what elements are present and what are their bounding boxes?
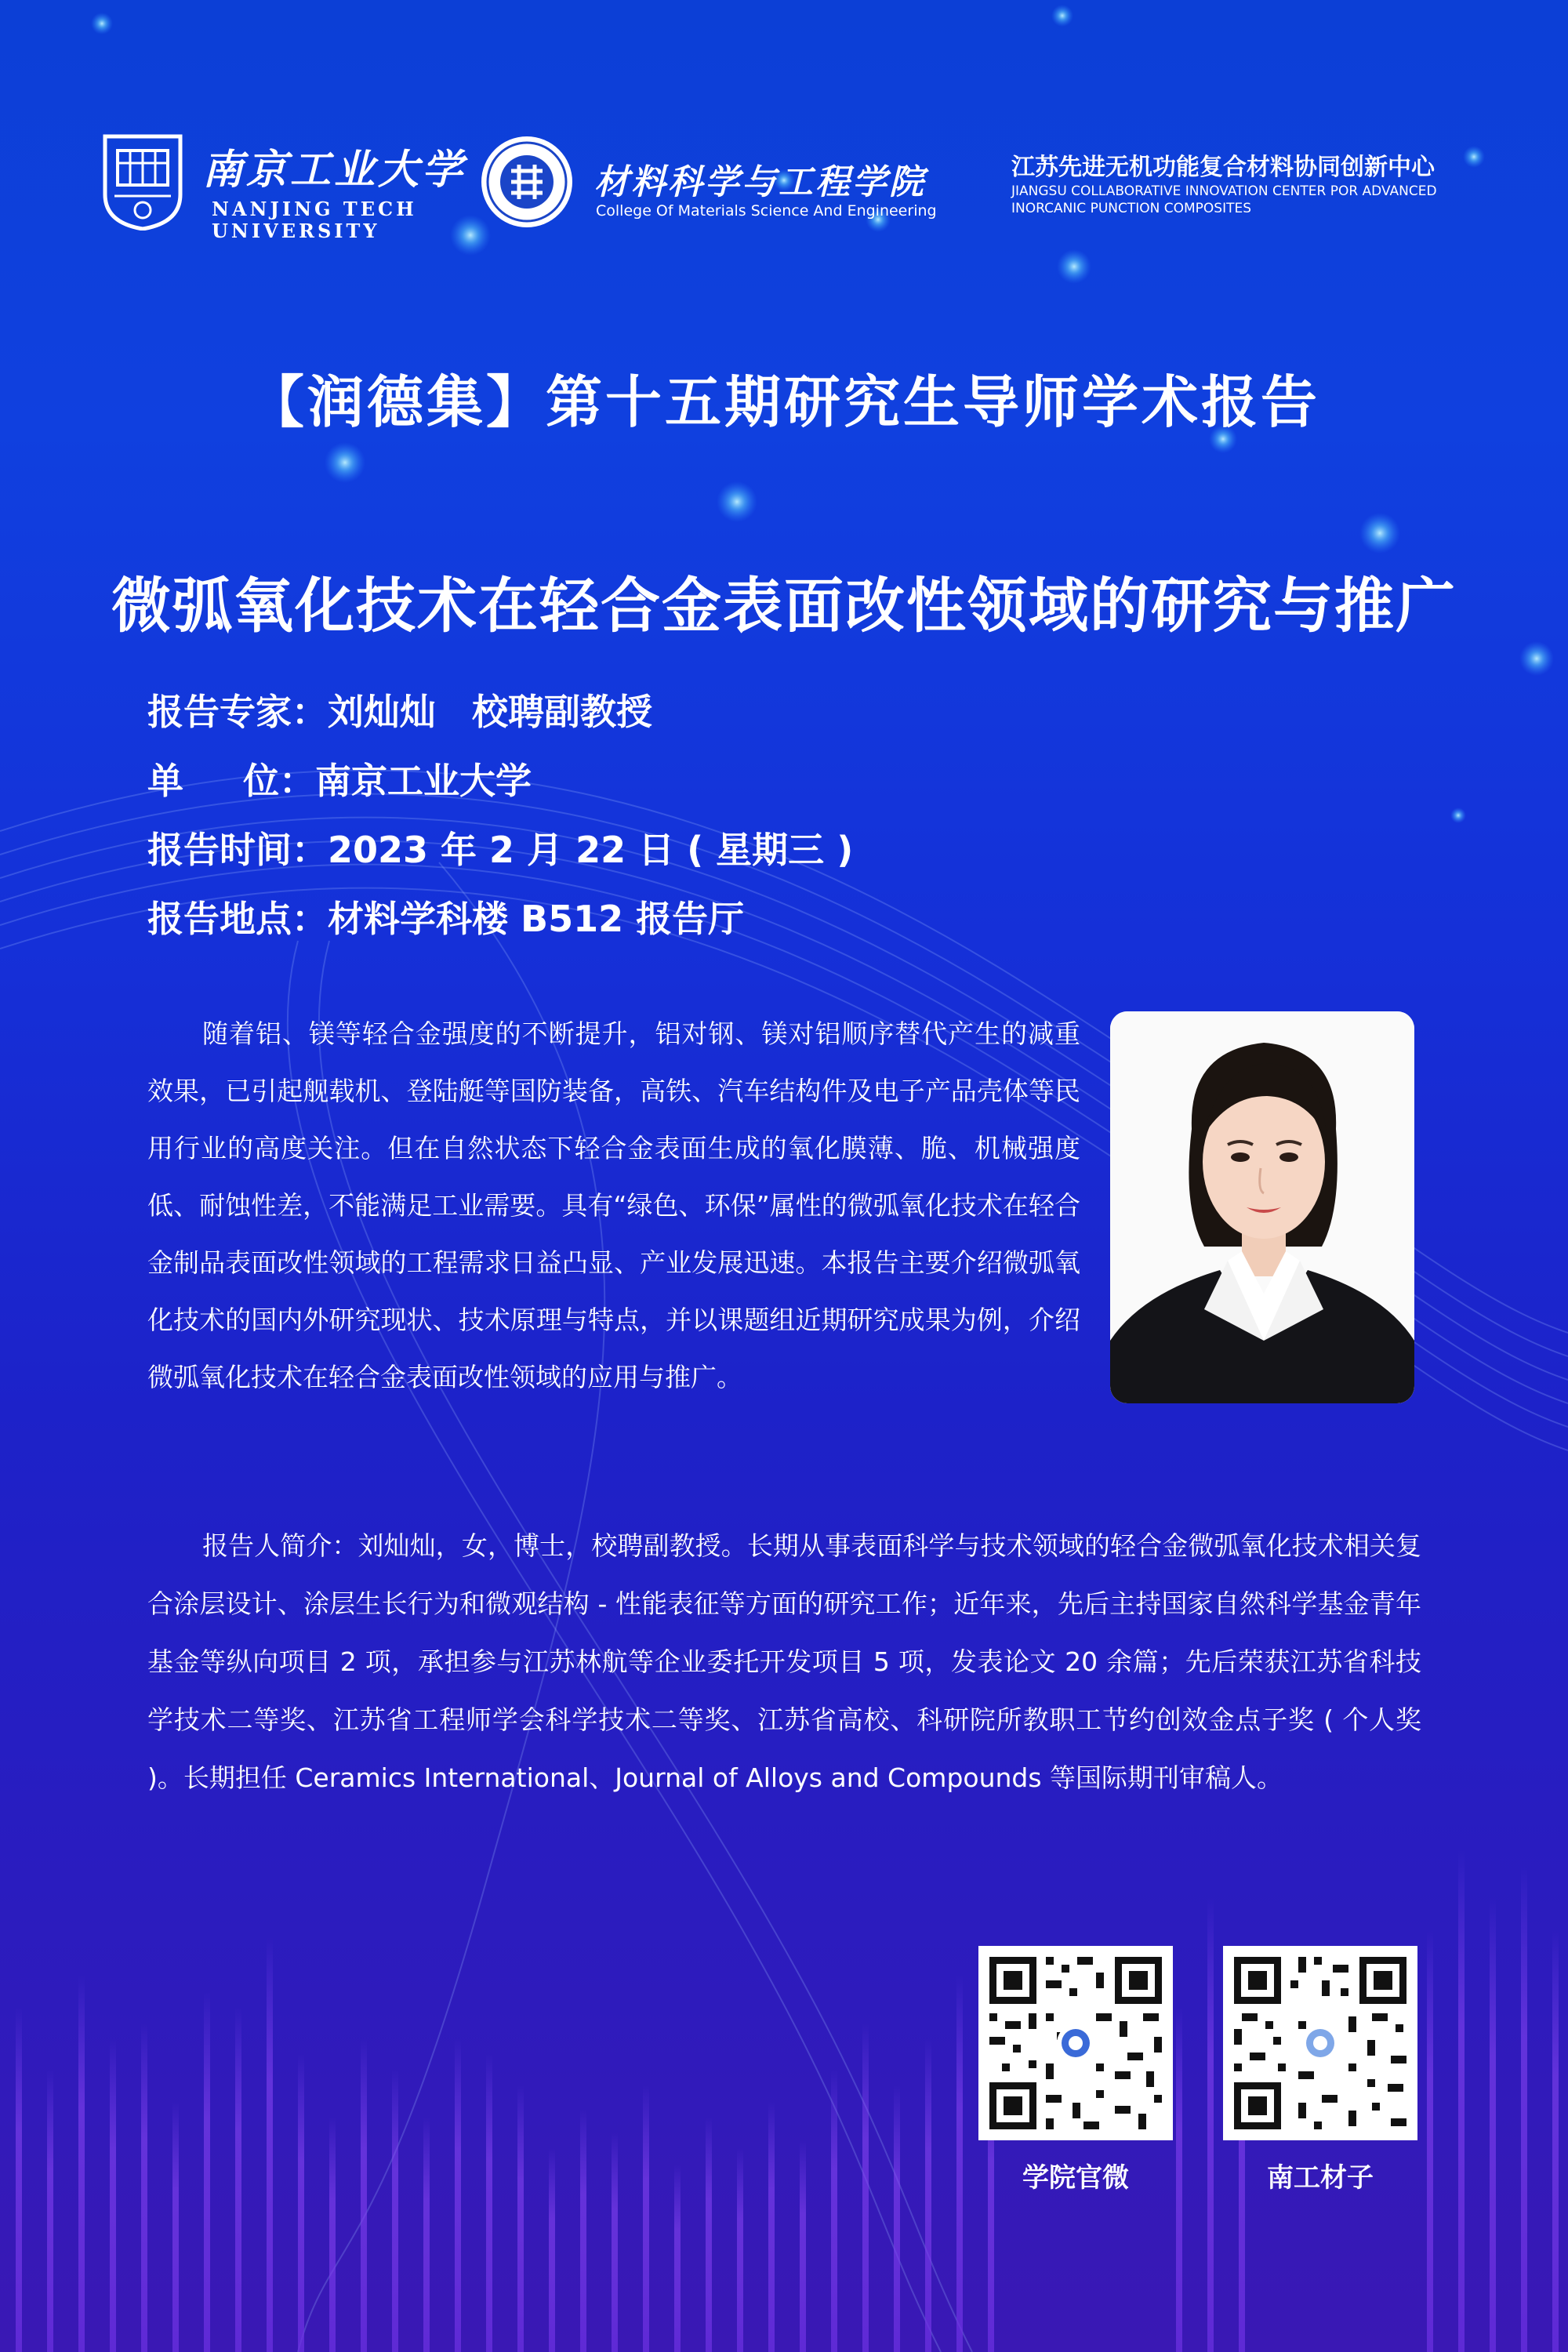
njtech-name-en-1: NANJING TECH xyxy=(212,198,417,220)
center-name-en-1: JIANGSU COLLABORATIVE INNOVATION CENTER POR ADVANCED xyxy=(1011,183,1437,199)
info-place xyxy=(147,891,1323,960)
qr-code-icon xyxy=(1223,1946,1417,2140)
lecture-info xyxy=(147,684,1323,960)
speaker-bio: 报告人简介：刘灿灿，女，博士，校聘副教授。长期从事表面科学与技术领域的轻合金微弧氧化技术相关复合涂层设计、涂层生长行为和微观结构 - 性能表征等方面的研究工作；近年来，先后主持国家自然科学基金青年基金等纵向项目 2 项，承担参与江苏林航等企业委托开发项目 5 项，发表论文 20 余篇；先后荣获江苏省科技学技术二等奖、江苏省工程师学会科学技术二等奖、江苏省高校、科研院所教职工节约创效金点子奖 ( 个人奖 )。长期担任 Ceramics International、Journal of Alloys and Compounds 等国际期刊审稿人。 xyxy=(147,1530,1421,1793)
expert-value: 刘灿灿 校聘副教授 xyxy=(328,691,652,733)
info-unit xyxy=(147,753,1323,822)
college-name-en: College Of Materials Science And Engineering xyxy=(596,202,937,220)
njtech-name-cn: 南京工业大学 xyxy=(202,146,466,194)
center-name-cn: 江苏先进无机功能复合材料协同创新中心 xyxy=(1011,154,1435,181)
college-emblem-icon xyxy=(478,133,575,230)
center-name-en-2: INORCANIC PUNCTION COMPOSITES xyxy=(1011,201,1252,216)
info-time xyxy=(147,822,1323,891)
speaker-photo xyxy=(1110,1011,1414,1403)
unit-label-a: 单 xyxy=(147,760,183,802)
unit-value: 南京工业大学 xyxy=(315,760,532,802)
njtech-emblem-icon xyxy=(102,133,183,230)
center-logo xyxy=(1011,147,1552,234)
qr-caption-college: 学院官微 xyxy=(1022,2162,1129,2194)
lecture-title: 微弧氧化技术在轻合金表面改性领域的研究与推广 xyxy=(111,571,1457,641)
qr-code-njtech-material[interactable] xyxy=(1223,1946,1417,2140)
njtech-logo xyxy=(102,133,466,242)
njtech-name-en-2: UNIVERSITY xyxy=(212,220,380,242)
speaker-portrait-icon xyxy=(1110,1011,1414,1403)
unit-label xyxy=(147,753,315,822)
time-value: 2023 年 2 月 22 日 ( 星期三 ) xyxy=(328,829,854,871)
place-label: 报告地点： xyxy=(147,898,328,940)
college-name-cn: 材料科学与工程学院 xyxy=(594,162,926,202)
place-value: 材料学科楼 B512 报告厅 xyxy=(328,898,745,940)
abstract-paragraph: 随着铝、镁等轻合金强度的不断提升，铝对钢、镁对铝顺序替代产生的减重效果，已引起舰载机、登陆艇等国防装备，高铁、汽车结构件及电子产品壳体等民用行业的高度关注。但在自然状态下轻合金表面生成的氧化膜薄、脆、机械强度低、耐蚀性差，不能满足工业需要。具有“绿色、环保”属性的微弧氧化技术在轻合金制品表面改性领域的工程需求日益凸显、产业发展迅速。本报告主要介绍微弧氧化技术的国内外研究现状、技术原理与特点，并以课题组近期研究成果为例，介绍微弧氧化技术在轻合金表面改性领域的应用与推广。 xyxy=(147,1018,1080,1392)
series-title: 【润德集】第十五期研究生导师学术报告 xyxy=(247,369,1320,435)
college-logo xyxy=(478,133,949,235)
info-expert xyxy=(147,684,1323,753)
unit-label-b: 位： xyxy=(243,760,315,802)
qr-code-college[interactable] xyxy=(978,1946,1173,2140)
time-label: 报告时间： xyxy=(147,829,328,871)
qr-code-icon xyxy=(978,1946,1173,2140)
qr-caption-njtech-material: 南工材子 xyxy=(1267,2162,1374,2194)
logo-row xyxy=(0,118,1568,243)
expert-label: 报告专家： xyxy=(147,691,328,733)
